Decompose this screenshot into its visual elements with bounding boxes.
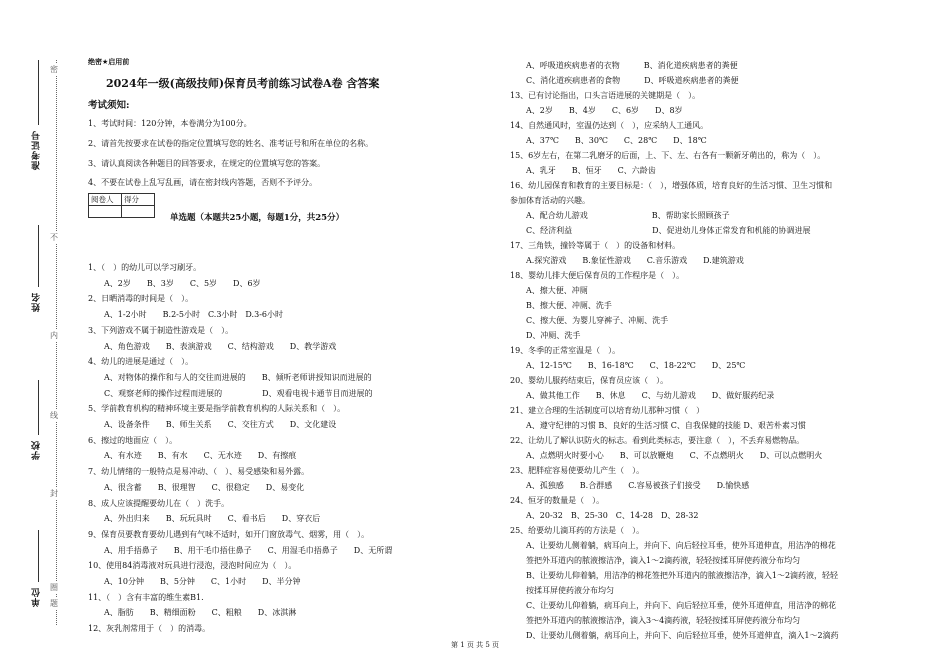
page-title: 2024年一级(高级技师)保育员考前练习试卷A卷 含答案	[106, 77, 380, 90]
score-table-header-grader: 阅卷人	[89, 194, 122, 206]
question-line: 参加体育活动的兴趣。	[510, 196, 590, 205]
question-line: C、消化道疾病患者的食物 D、呼吸道疾病患者的粪便	[510, 76, 739, 85]
question-line: 7、幼儿情绪的一般特点是易冲动、（ ）、易受感染和易外露。	[88, 467, 310, 477]
notice-heading: 考试须知:	[88, 100, 130, 111]
question-line: A、做其他工作 B、休息 C、与幼儿游戏 D、做好服药纪录	[510, 391, 775, 400]
question-line: 2、日晒消毒的时间是（ ）。	[88, 294, 194, 304]
question-line: A、20-32 B、25-30 C、14-28 D、28-32	[510, 511, 699, 520]
question-line: 21、建立合理的生活制度可以培育幼儿那种习惯（ ）	[510, 406, 705, 415]
notice-item: 2、请首先按要求在试卷的指定位置填写您的姓名、准考证号和所在单位的名称。	[88, 139, 374, 148]
question-line: A、遵守纪律的习惯 B、良好的生活习惯 C、自我保健的技能 D、艰苦朴素习惯	[510, 421, 806, 430]
seal-mark: 不	[50, 233, 58, 242]
question-line: 15、6岁左右，在第二乳磨牙的后面，上、下、左、右各有一颗新牙萌出的，称为（ ）。	[510, 151, 826, 160]
question-line: 23、肥胖症容易使要幼儿产生（ ）。	[510, 466, 645, 475]
question-line: 17、三角铁，撞铃等属于（ ）的设备和材料。	[510, 241, 681, 250]
unit-label: 单位	[32, 587, 42, 607]
unit-field[interactable]	[38, 530, 39, 582]
school-label: 学校	[32, 440, 42, 460]
exam-number-label: 准考证号	[32, 130, 42, 170]
question-line: 25、给要幼儿滴耳药的方法是（ ）。	[510, 526, 645, 535]
question-line: 9、保育员要教育要幼儿遇到有气味不适时，如开门窗放毒气、烟雾，用（ ）。	[88, 529, 370, 539]
school-field[interactable]	[38, 380, 39, 435]
question-line: 签把外耳道内的脓液擦洁净，滴入3～4滴药液，轻轻按揉耳屏使药液分布均匀	[510, 616, 801, 625]
question-line: 8、成人应该提醒要幼儿在（ ）洗手。	[88, 498, 230, 508]
question-line: A、让要幼儿侧着躺，病耳向上，并向下、向后轻拉耳垂，使外耳道伸直，用洁净的棉花	[510, 541, 836, 550]
question-line: A、1-2小时 B.2-5小时 C.3小时 D.3-6小时	[88, 310, 283, 320]
question-line: 22、让幼儿了解认识防火的标志。看到此类标志，要注意（ ），不丢弃易燃物品。	[510, 436, 805, 445]
notice-item: 4、不要在试卷上乱写乱画，请在密封线内答题，否则不予评分。	[88, 178, 318, 187]
question-line: C、观察老师的操作过程而进展的 D、观看电视卡通节目而进展的	[88, 388, 373, 398]
question-line: 签把外耳道内的脓液擦洁净，滴入1～2滴药液，轻轻按揉耳屏使药液分布均匀	[510, 556, 801, 565]
question-line: A、角色游戏 B、表演游戏 C、结构游戏 D、教学游戏	[88, 341, 337, 351]
section-heading: 单选题（本题共25小题，每题1分，共25分）	[170, 213, 345, 223]
score-table-score-cell[interactable]	[122, 206, 155, 218]
question-line: A、37℃ B、30℃ C、28℃ D、18℃	[510, 136, 707, 145]
question-line: D、冲厕、洗手	[510, 331, 581, 340]
question-line: D、让要幼儿侧着躺，病耳向上，并向下、向后轻拉耳垂，使外耳道伸直，滴入1～2滴药	[510, 631, 839, 640]
question-line: 11、（ ）含有丰富的维生素B1.	[88, 592, 204, 602]
exam-number-field[interactable]	[38, 60, 39, 125]
question-line: A、12-15℃ B、16-18℃ C、18-22℃ D、25℃	[510, 361, 746, 370]
question-line: 10、使用84消毒液对玩具进行浸泡，浸泡时间应为（ ）。	[88, 561, 297, 571]
secret-label: 绝密★启用前	[88, 58, 130, 66]
question-line: 18、婴幼儿排大便后保育员的工作程序是（ ）。	[510, 271, 685, 280]
question-line: 按揉耳屏使药液分布均匀	[510, 586, 614, 595]
question-line: 3、下列游戏不属于制造性游戏是（ ）。	[88, 325, 234, 335]
question-line: A.探究游戏 B.象征性游戏 C.音乐游戏 D.建筑游戏	[510, 256, 744, 265]
question-line: A、有水迹 B、有水 C、无水迹 D、有擦痕	[88, 451, 297, 461]
seal-mark: 密	[50, 65, 58, 74]
seal-mark: 封	[50, 489, 58, 498]
question-line: 24、恒牙的数量是（ ）。	[510, 496, 605, 505]
score-table-header-score: 得分	[122, 194, 155, 206]
question-line: B、让要幼儿仰着躺，用洁净的棉花签把外耳道内的脓液擦洁净，滴入1～2滴药液，轻轻	[510, 571, 839, 580]
seal-mark: 线	[50, 411, 58, 420]
score-table	[88, 193, 155, 218]
seal-mark: 圈	[50, 583, 58, 592]
question-line: A、2岁 B、3岁 C、5岁 D、6岁	[88, 278, 261, 288]
question-line: A、很含蓄 B、很理智 C、很稳定 D、易变化	[88, 482, 305, 492]
notice-item: 3、请认真阅读各种题目的回答要求，在规定的位置填写您的答案。	[88, 159, 326, 168]
question-line: A、对物体的操作和与人的交往而进展的 B、倾听老师讲授知识而进展的	[88, 372, 372, 382]
question-line: A、脂肪 B、精细面粉 C、粗粮 D、冰淇淋	[88, 608, 297, 618]
question-line: A、用手捂鼻子 B、用干毛巾捂住鼻子 C、用湿毛巾捂鼻子 D、无所谓	[88, 545, 393, 555]
question-line: A、外出归来 B、玩玩具时 C、看书后 D、穿衣后	[88, 514, 321, 524]
question-line: A、设备条件 B、师生关系 C、交往方式 D、文化建设	[88, 420, 337, 429]
name-label: 姓名	[32, 292, 42, 312]
question-line: C、经济利益 D、促进幼儿身体正常发育和机能的协调进展	[510, 226, 811, 235]
seal-mark: 内	[50, 331, 58, 340]
name-field[interactable]	[38, 225, 39, 287]
question-line: C、擦大便、为婴儿穿裤子、冲厕、洗手	[510, 316, 669, 325]
seal-mark: 题	[50, 599, 58, 608]
page-footer: 第 1 页 共 5 页	[450, 641, 500, 649]
question-line: 14、自然通风时，室温仍达到（ ），应采纳人工通风。	[510, 121, 709, 130]
question-line: A、2岁 B、4岁 C、6岁 D、8岁	[510, 106, 683, 115]
question-line: 19、冬季的正常室温是（ ）。	[510, 346, 621, 355]
question-line: B、擦大便、冲厕、洗手	[510, 301, 612, 310]
question-line: C、让要幼儿仰着躺，病耳向上，并向下、向后轻拉耳垂，使外耳道伸直，用洁净的棉花	[510, 601, 837, 610]
question-line: 1、（ ）的幼儿可以学习刷牙。	[88, 263, 202, 272]
question-line: A、乳牙 B、恒牙 C、六龄齿	[510, 166, 656, 175]
binding-strip	[0, 0, 62, 671]
question-line: 13、已有讨论指出，口头言语进展的关键期是（ ）。	[510, 91, 701, 100]
question-line: A、点燃明火时要小心 B、可以放鞭炮 C、不点燃明火 D、可以点燃明火	[510, 451, 823, 460]
question-line: A、呼吸道疾病患者的衣物 B、消化道疾病患者的粪便	[510, 61, 738, 70]
question-line: 12、灰乳剂常用于（ ）的消毒。	[88, 624, 211, 634]
question-line: A、擦大便、冲厕	[510, 286, 588, 295]
question-line: 5、学前教育机构的精神环境主要是指学前教育机构的人际关系和（ ）。	[88, 404, 346, 414]
score-table-grader-cell[interactable]	[89, 206, 122, 218]
question-line: 16、幼儿园保育和教育的主要目标是：（ ），增强体质，培育良好的生活习惯、卫生习惯和	[510, 181, 833, 190]
question-line: 6、擦过的地面应（ ）。	[88, 435, 178, 445]
question-line: 4、幼儿的进展是通过（ ）。	[88, 357, 194, 367]
question-line: A、孤独感 B.合群感 C.容易被孩子们接受 D.愉快感	[510, 481, 750, 490]
notice-item: 1、考试时间：120分钟，本卷满分为100分。	[88, 119, 252, 128]
seal-line	[56, 60, 57, 625]
question-line: A、配合幼儿游戏 B、帮助家长照顾孩子	[510, 211, 730, 220]
question-line: 20、婴幼儿服药结束后，保育员应该（ ）。	[510, 376, 669, 385]
question-line: A、10分钟 B、5分钟 C、1小时 D、半分钟	[88, 577, 301, 586]
